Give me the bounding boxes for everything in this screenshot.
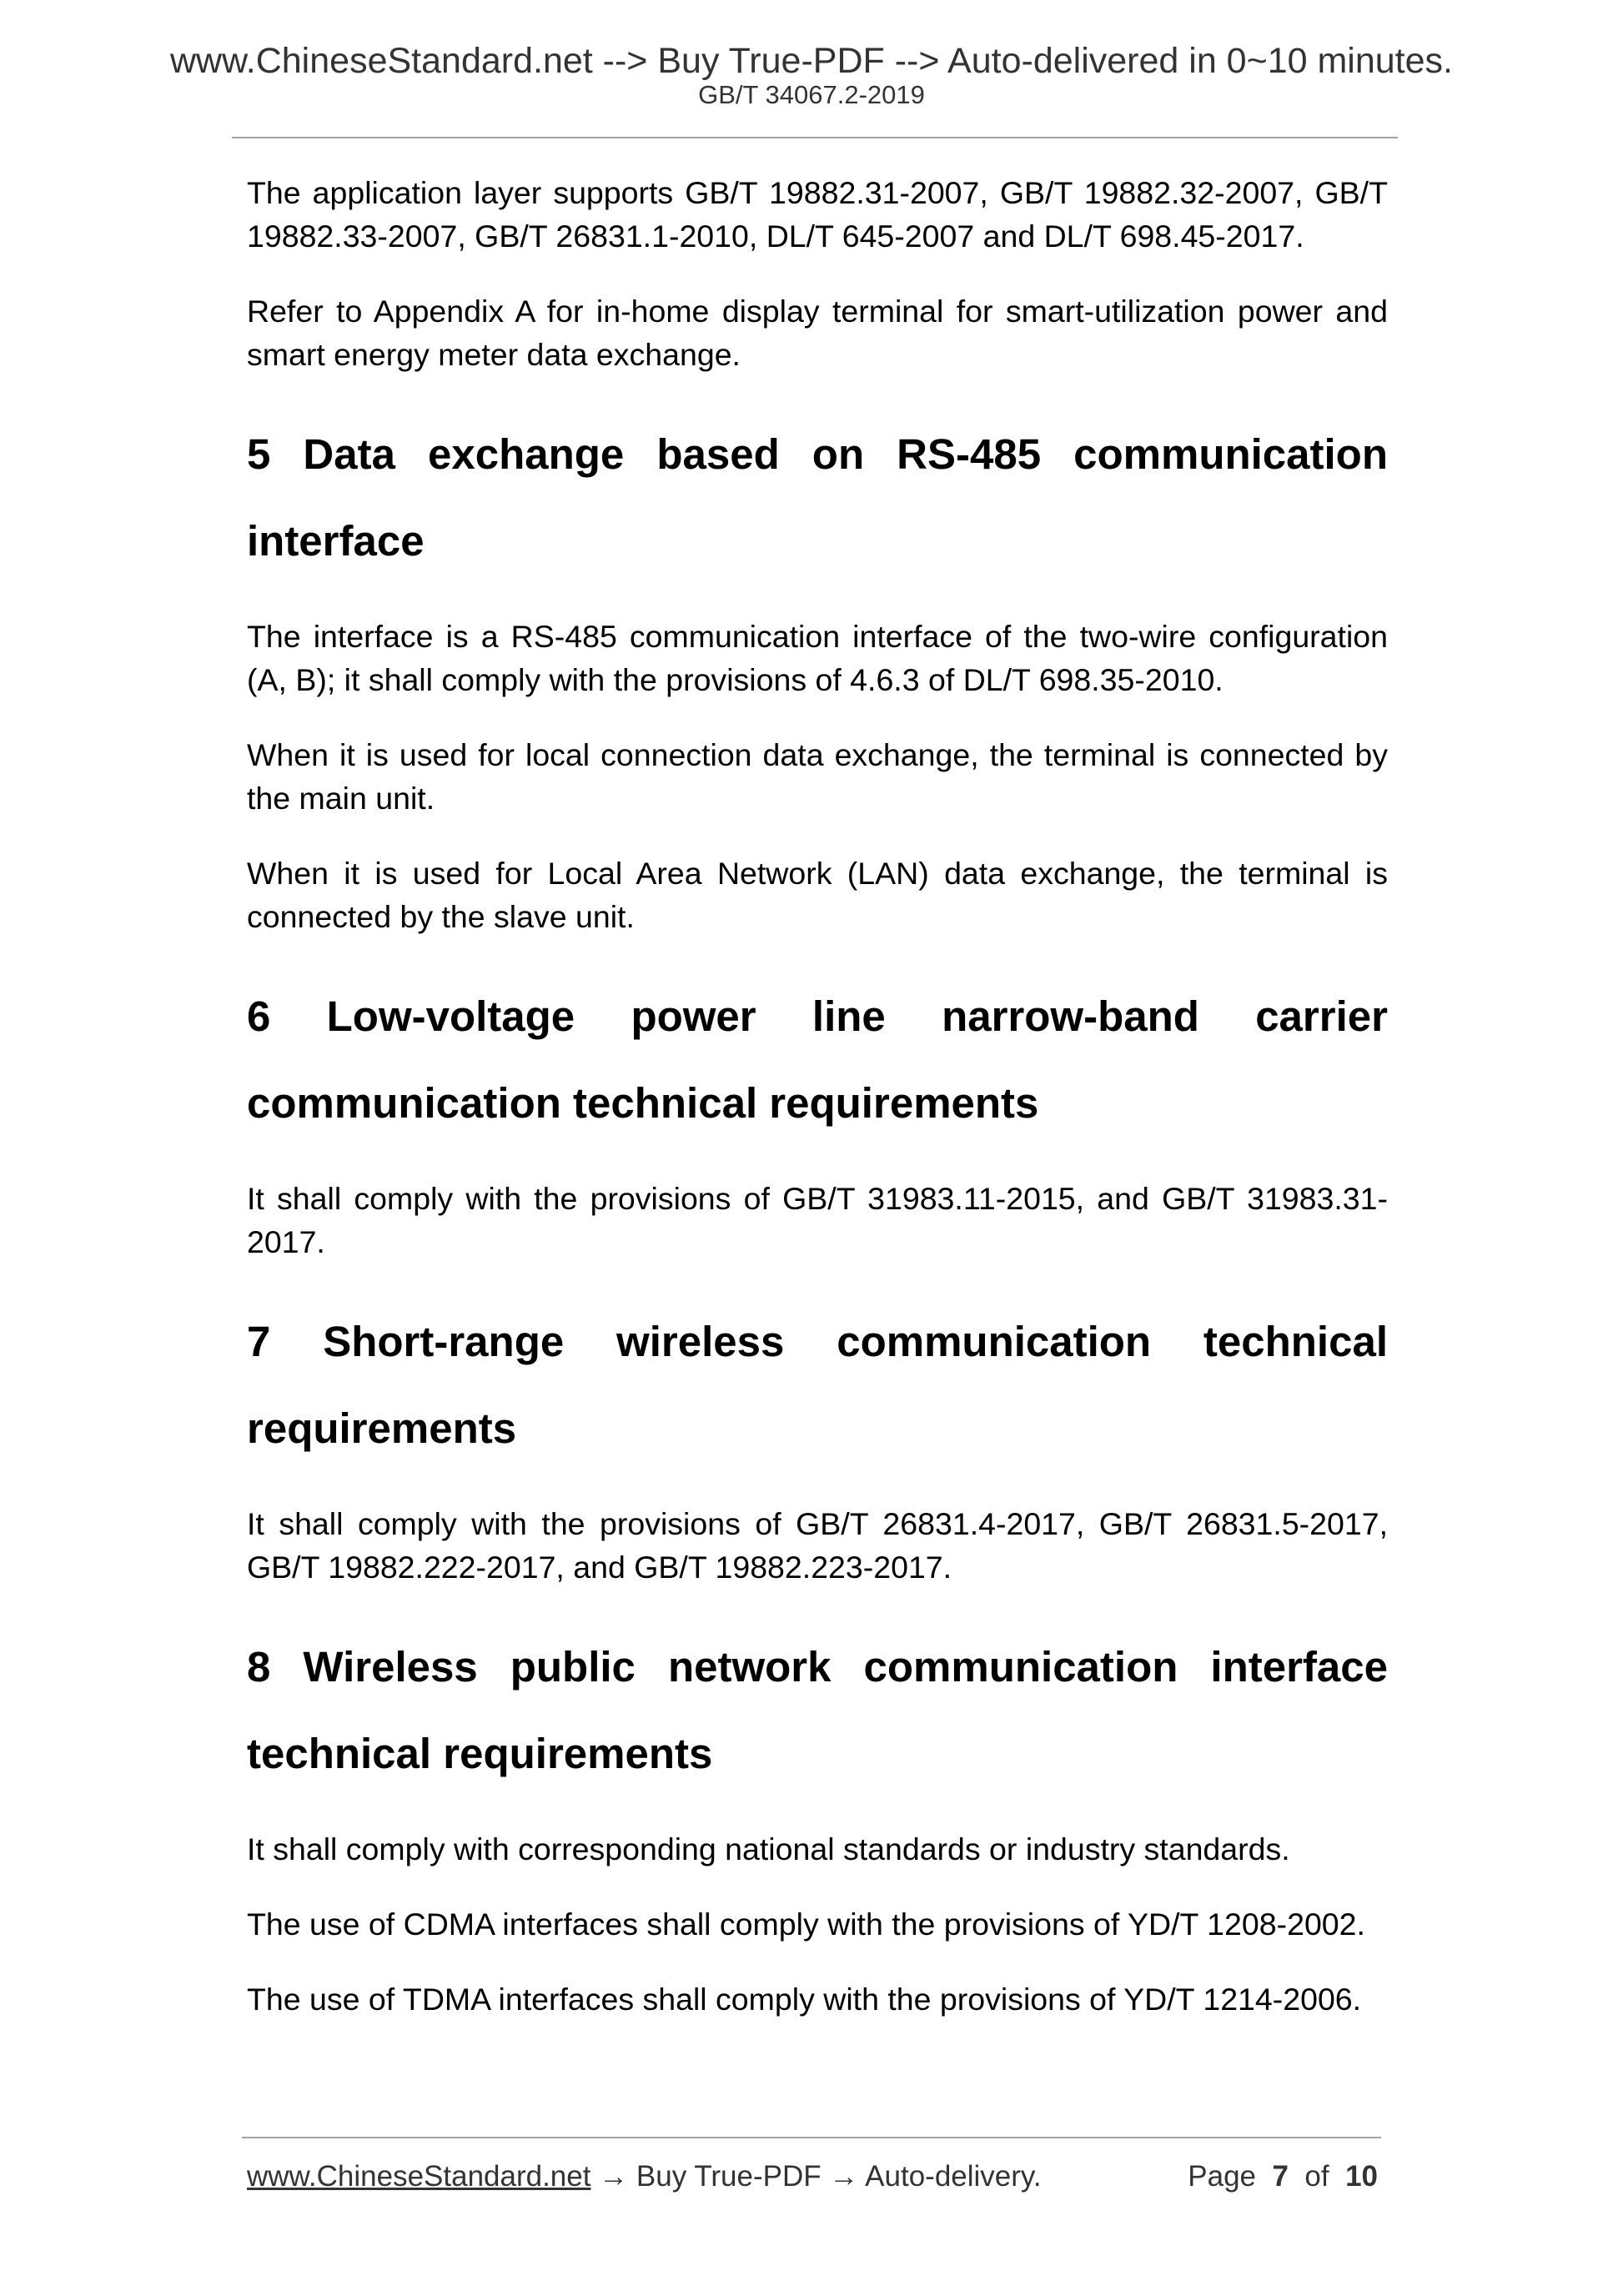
footer-divider: [242, 2137, 1381, 2138]
page-total: 10: [1345, 2160, 1378, 2193]
page-of: of: [1304, 2160, 1329, 2193]
paragraph-appendix-reference: Refer to Appendix A for in-home display terminal for smart-utilization power and smart energy meter data exchange.: [247, 294, 1388, 372]
paragraph-tdma: The use of TDMA interfaces shall comply with the provisions of YD/T 1214-2006.: [247, 1982, 1362, 2017]
page-number: [1188, 2160, 1378, 2193]
paragraph-lan-exchange: When it is used for Local Area Network (LAN) data exchange, the terminal is connected by the slave unit.: [247, 856, 1388, 934]
page-content: [247, 171, 1388, 2021]
section-heading-7: 7 Short-range wireless communication technical requirements: [247, 1318, 1388, 1452]
section-heading-8: 8 Wireless public network communication interface technical requirements: [247, 1643, 1388, 1777]
paragraph-national-standards: It shall comply with corresponding national standards or industry standards.: [247, 1831, 1290, 1866]
footer-tagline: → Buy True-PDF → Auto-delivery.: [590, 2160, 1042, 2193]
site-banner: www.ChineseStandard.net --> Buy True-PDF --> Auto-delivered in 0~10 minutes.: [169, 41, 1453, 81]
paragraph-local-connection: When it is used for local connection data exchange, the terminal is connected by the main unit.: [247, 737, 1388, 816]
page-current: 7: [1272, 2160, 1289, 2193]
section-heading-5: 5 Data exchange based on RS-485 communication interface: [247, 430, 1388, 565]
section-heading-6: 6 Low-voltage power line narrow-band carrier communication technical requirements: [247, 992, 1388, 1127]
paragraph-wireless-provisions: It shall comply with the provisions of GB/T 26831.4-2017, GB/T 26831.5-2017, GB/T 19882.222-2017, and GB/T 19882.223-2017.: [247, 1506, 1388, 1585]
paragraph-plc-provisions: It shall comply with the provisions of GB/T 31983.11-2015, and GB/T 31983.31-2017.: [247, 1181, 1388, 1259]
page-footer: [247, 2160, 1378, 2193]
footer-site-link[interactable]: www.ChineseStandard.net: [247, 2160, 591, 2193]
paragraph-cdma: The use of CDMA interfaces shall comply with the provisions of YD/T 1208-2002.: [247, 1907, 1365, 1942]
page-label: Page: [1188, 2160, 1257, 2193]
paragraph-application-layer: The application layer supports GB/T 19882.31-2007, GB/T 19882.32-2007, GB/T 19882.33-2007, GB/T 26831.1-2010, DL/T 645-2007 and DL/T 698.45-2017.: [247, 175, 1388, 254]
paragraph-rs485-interface: The interface is a RS-485 communication interface of the two-wire configuration (A, B); it shall comply with the provisions of 4.6.3 of DL/T 698.35-2010.: [247, 619, 1388, 697]
header-divider: [232, 137, 1398, 138]
document-id: GB/T 34067.2-2019: [698, 80, 925, 109]
